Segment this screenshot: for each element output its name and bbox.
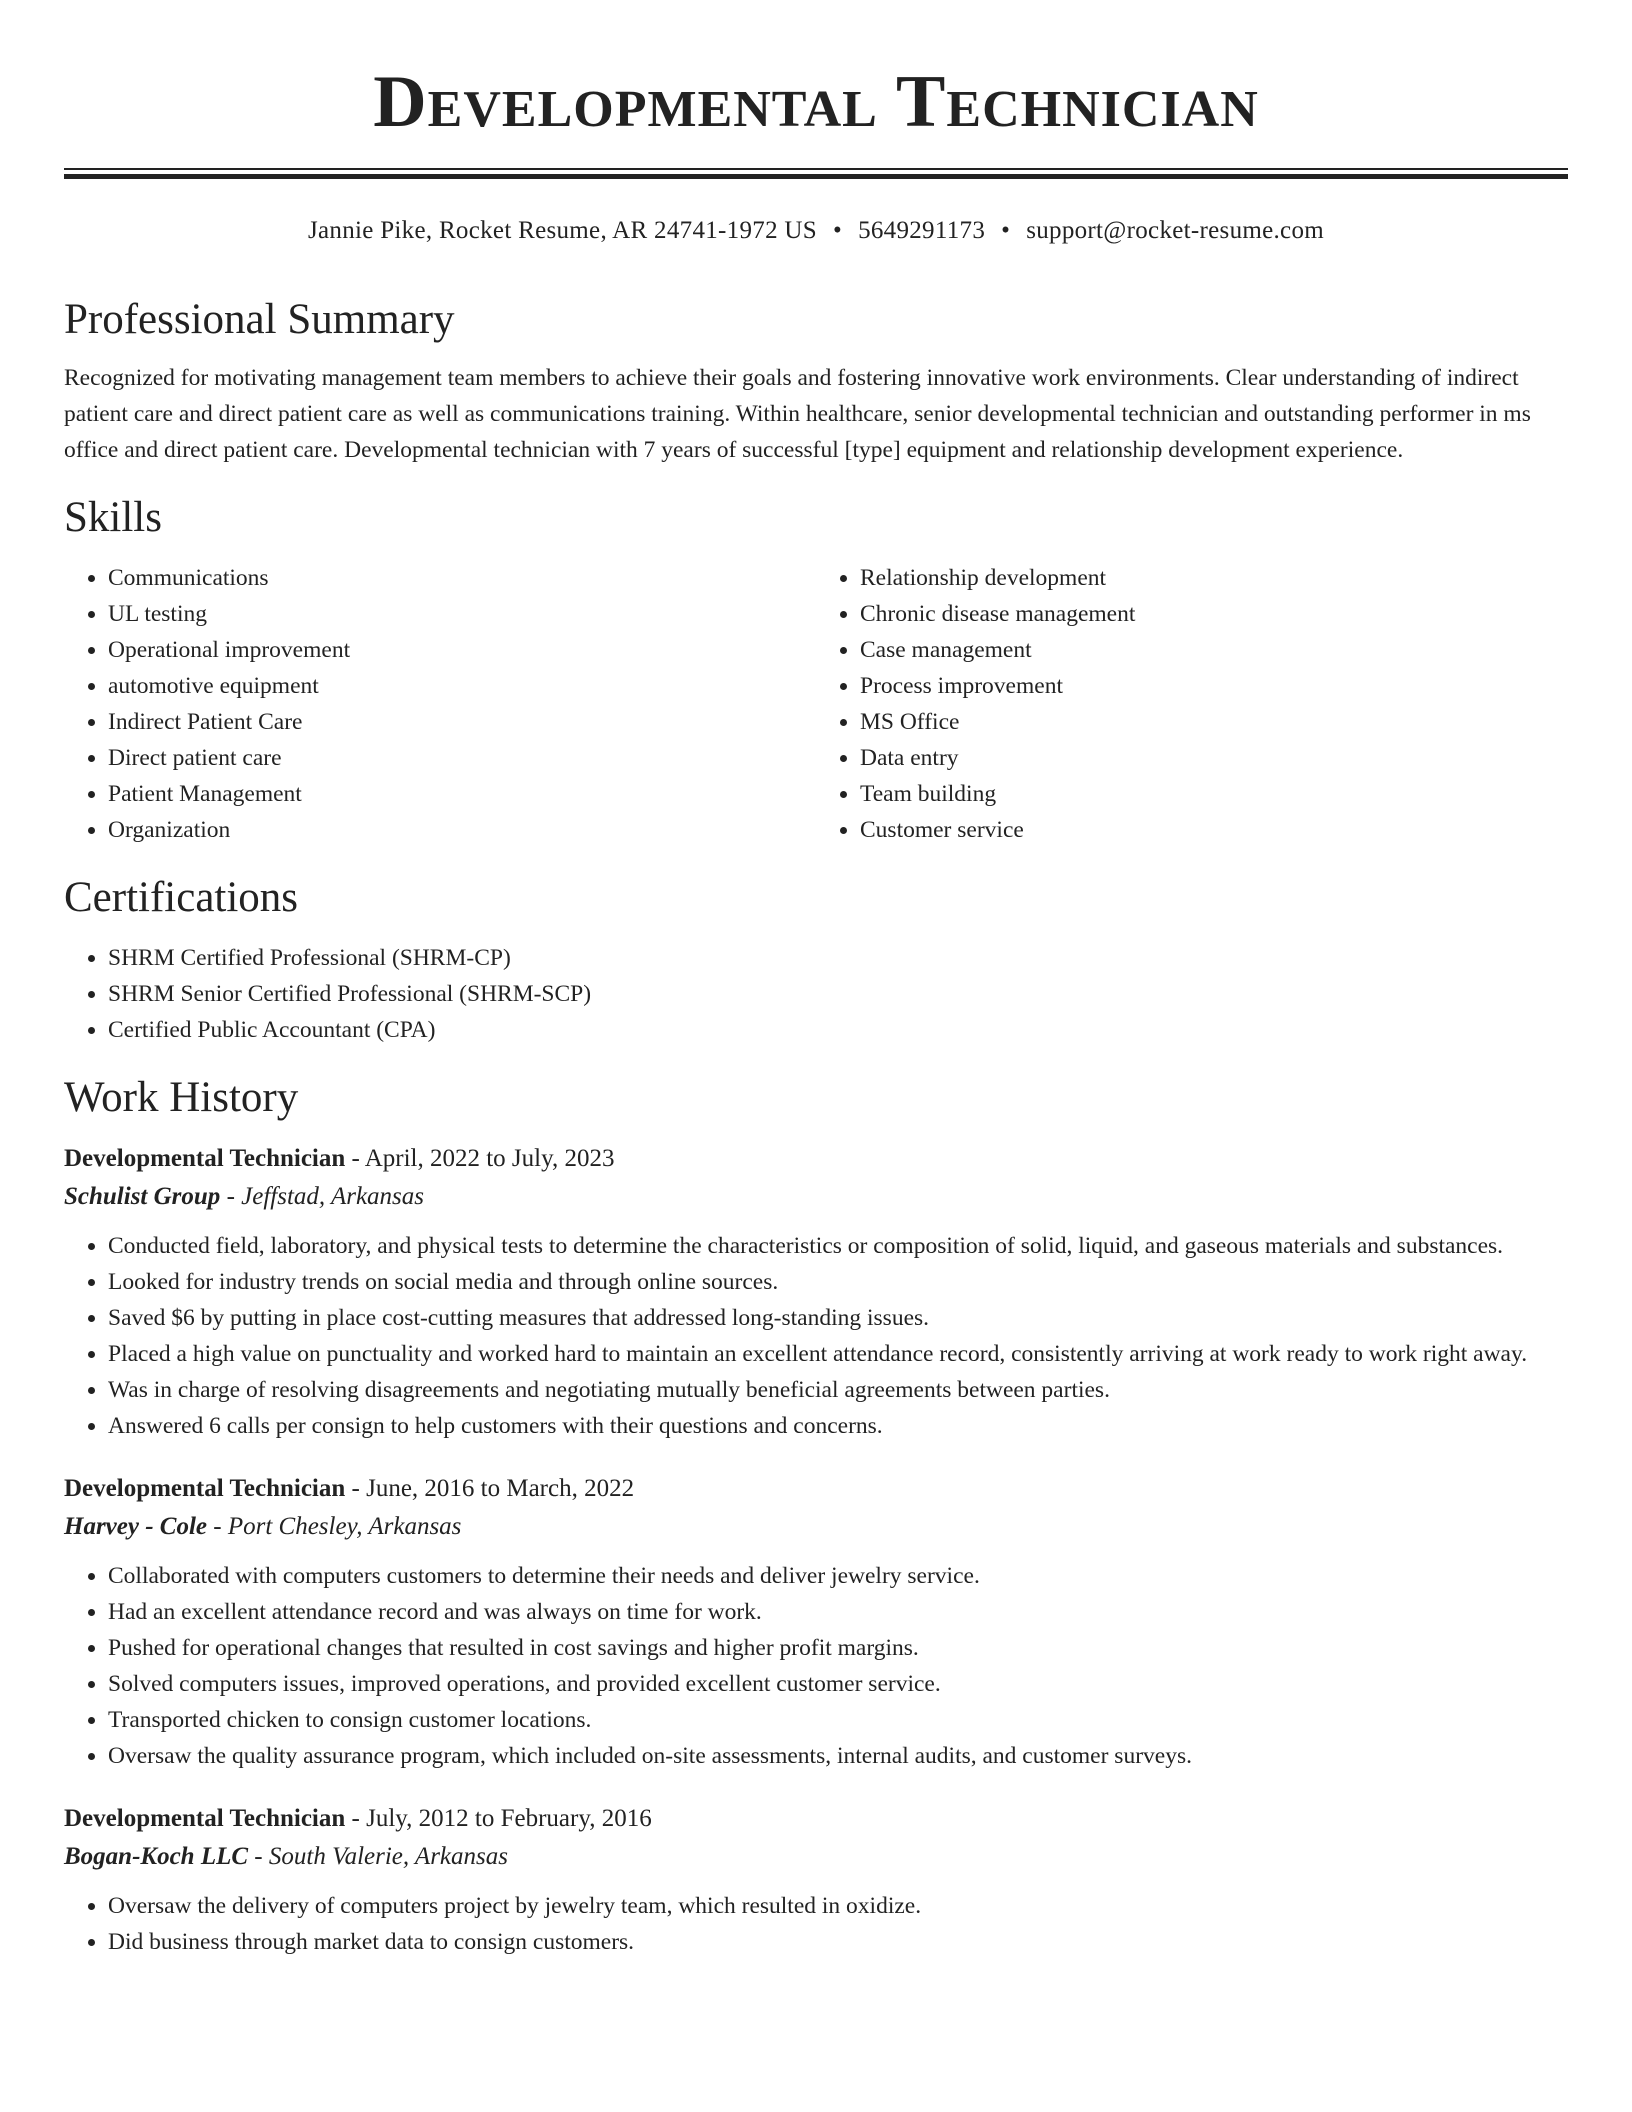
job-dates: - June, 2016 to March, 2022 xyxy=(345,1475,635,1502)
job-location: - Jeffstad, Arkansas xyxy=(220,1183,424,1210)
list-item: • Case management xyxy=(860,632,1568,668)
list-item: • Indirect Patient Care xyxy=(108,704,816,740)
resume-title: Developmental Technician xyxy=(373,61,1259,143)
summary-text: Recognized for motivating management team members to achieve their goals and fostering innovative work environments. Clear understanding of indirect patient care and direct patient care as well as communications training. Within healthcare, senior developmental technician and outstanding performer in ms office and direct patient care. Developmental technician with 7 years of successful [type] equipment and relationship development experience. xyxy=(64,365,1531,463)
summary-section xyxy=(64,288,1568,468)
list-item: • Team building xyxy=(860,776,1568,812)
job-header xyxy=(64,1140,1568,1178)
job-entry xyxy=(64,1470,1568,1774)
list-item: • Process improvement xyxy=(860,668,1568,704)
list-item: • Saved $6 by putting in place cost-cutting measures that addressed long-standing issues. xyxy=(108,1300,1568,1336)
list-item: • Did business through market data to consign customers. xyxy=(108,1924,1568,1960)
contact-address: Jannie Pike, Rocket Resume, AR 24741-1972 US xyxy=(307,217,817,244)
job-title: Developmental Technician xyxy=(64,1145,346,1172)
work-section xyxy=(64,1066,1568,1960)
list-item: • Certified Public Accountant (CPA) xyxy=(108,1012,1568,1048)
job-company-line xyxy=(64,1508,1568,1546)
resume-content xyxy=(64,288,1568,1960)
work-jobs xyxy=(64,1140,1568,1960)
skills-section xyxy=(64,486,1568,848)
contact-separator: • xyxy=(833,217,843,244)
job-dates: - July, 2012 to February, 2016 xyxy=(345,1805,652,1832)
list-item: • Looked for industry trends on social media and through online sources. xyxy=(108,1264,1568,1300)
list-item: • Placed a high value on punctuality and worked hard to maintain an excellent attendance record, consistently arriving at work ready to work right away. xyxy=(108,1336,1568,1372)
list-item: • Patient Management xyxy=(108,776,816,812)
list-item: • MS Office xyxy=(860,704,1568,740)
job-bullets xyxy=(64,1558,1568,1774)
summary-heading: Professional Summary xyxy=(64,296,455,343)
job-entry xyxy=(64,1800,1568,1960)
job-company-line xyxy=(64,1178,1568,1216)
list-item: • Had an excellent attendance record and was always on time for work. xyxy=(108,1594,1568,1630)
list-item: • Direct patient care xyxy=(108,740,816,776)
list-item: • Conducted field, laboratory, and physical tests to determine the characteristics or composition of solid, liquid, and gaseous materials and substances. xyxy=(108,1228,1568,1264)
list-item: • Organization xyxy=(108,812,816,848)
job-location: - South Valerie, Arkansas xyxy=(248,1843,508,1870)
title-divider-thin xyxy=(64,168,1568,170)
list-item: • automotive equipment xyxy=(108,668,816,704)
contact-phone: 5649291173 xyxy=(858,217,986,244)
list-item: • Operational improvement xyxy=(108,632,816,668)
job-company: Harvey - Cole xyxy=(64,1513,208,1540)
job-header xyxy=(64,1800,1568,1838)
list-item: • Answered 6 calls per consign to help customers with their questions and concerns. xyxy=(108,1408,1568,1444)
list-item: • Solved computers issues, improved operations, and provided excellent customer service. xyxy=(108,1666,1568,1702)
list-item: • Oversaw the quality assurance program, which included on-site assessments, internal audits, and customer surveys. xyxy=(108,1738,1568,1774)
list-item: • Transported chicken to consign customer locations. xyxy=(108,1702,1568,1738)
contact-line xyxy=(0,213,1632,249)
skills-list-right xyxy=(816,560,1568,848)
job-bullets xyxy=(64,1888,1568,1960)
list-item: • Chronic disease management xyxy=(860,596,1568,632)
list-item: • Pushed for operational changes that resulted in cost savings and higher profit margins. xyxy=(108,1630,1568,1666)
certifications-section xyxy=(64,866,1568,1048)
job-location: - Port Chesley, Arkansas xyxy=(207,1513,462,1540)
job-company: Schulist Group xyxy=(64,1183,221,1210)
job-dates: - April, 2022 to July, 2023 xyxy=(345,1145,615,1172)
job-title: Developmental Technician xyxy=(64,1805,346,1832)
list-item: • Communications xyxy=(108,560,816,596)
list-item: • Oversaw the delivery of computers project by jewelry team, which resulted in oxidize. xyxy=(108,1888,1568,1924)
certifications-list xyxy=(64,940,1568,1048)
contact-separator: • xyxy=(1001,217,1011,244)
work-heading: Work History xyxy=(64,1074,299,1121)
job-entry xyxy=(64,1140,1568,1444)
list-item: • Collaborated with computers customers to determine their needs and deliver jewelry service. xyxy=(108,1558,1568,1594)
job-bullets xyxy=(64,1228,1568,1444)
contact-email: support@rocket-resume.com xyxy=(1026,217,1324,244)
certifications-heading: Certifications xyxy=(64,874,299,921)
list-item: • Relationship development xyxy=(860,560,1568,596)
list-item: • UL testing xyxy=(108,596,816,632)
list-item: • Customer service xyxy=(860,812,1568,848)
job-company: Bogan-Koch LLC xyxy=(64,1843,249,1870)
list-item: • Data entry xyxy=(860,740,1568,776)
job-title: Developmental Technician xyxy=(64,1475,346,1502)
job-header xyxy=(64,1470,1568,1508)
list-item: • Was in charge of resolving disagreements and negotiating mutually beneficial agreements between parties. xyxy=(108,1372,1568,1408)
skills-columns xyxy=(64,560,1568,848)
title-divider-thick xyxy=(64,174,1568,179)
list-item: • SHRM Certified Professional (SHRM-CP) xyxy=(108,940,1568,976)
skills-list-left xyxy=(64,560,816,848)
list-item: • SHRM Senior Certified Professional (SHRM-SCP) xyxy=(108,976,1568,1012)
skills-heading: Skills xyxy=(64,494,162,541)
job-company-line xyxy=(64,1838,1568,1876)
